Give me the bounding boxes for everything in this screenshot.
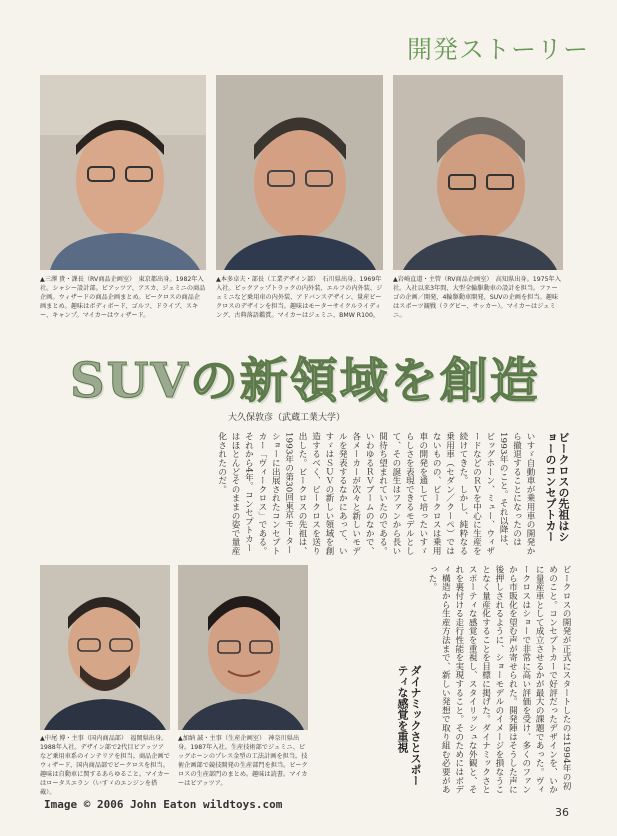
author-byline: 大久保敦彦（武蔵工業大学） bbox=[228, 413, 346, 423]
portrait-photo-5 bbox=[178, 565, 308, 730]
section1-heading: ビークロスの先祖はショーのコンセプトカー bbox=[544, 432, 570, 542]
series-title: 開発ストーリー bbox=[406, 35, 589, 64]
section2-heading: ダイナミックさとスポーティな感覚を重視 bbox=[396, 665, 422, 786]
image-credit: Image © 2006 John Eaton wildtoys.com bbox=[44, 798, 283, 811]
portrait-photo-2 bbox=[216, 75, 383, 270]
portrait-photo-4 bbox=[40, 565, 170, 730]
caption-4: ▲中尾 博・主事（国内商品部） 福岡県出身。1988年入社。デザイン部で2代目ビアッツアなど乗用車系のインテリアを担当。商品企画でウィザード、国内商品部でビークロスを担当。趣味は自動車に関するあらゆること。マイカーはロータスエラン（いすゞのエンジンを搭載）。 bbox=[40, 735, 170, 796]
section2-body: ビークロスの開発が正式にスタートしたのは1994年の初めのこと。コンセプトカーで好評だったデザインを、いかに量産車として成立させるかが最大の課題であった。ヴィークロスはショーで非常に高い評価を受け、多くのファンから市販化を望む声が寄せられた。開発陣はそうした声に後押しされるように、ショーモデルのイメージを損なうことなく量産化することを目標に掲げた。ダイナミックさとスポーティな感覚を重視し、スタイリッシュな外観と、それを裏付ける走行性能を実現すること。そのためにはボディ構造から生産方法まで、新しい発想で取り組む必要があった。 bbox=[426, 565, 571, 794]
page-number: 36 bbox=[555, 806, 569, 819]
caption-3: ▲岩崎直道・主管（RV商品企画室） 高知県出身。1975年入社。入社以来3年間、大型全輪駆動車の設計を担当。ファーゴの企画／開発、4輪駆動車開発、SUVの企画を担当。趣味はスポーツ観戦（ラグビー、サッカー）。マイカーはジェミニ。 bbox=[393, 276, 561, 319]
portrait-photo-1 bbox=[40, 75, 206, 270]
headline: SUVの新領域を創造 bbox=[70, 353, 540, 409]
caption-2: ▲本多卓夫・部長（工業デザイン部） 石川県出身。1969年入社。ピックアップトラックの内外装、エルフの内外装、ジェミニなど乗用車の内外装、アドバンスデザイン、量産ビークロスのデザインを担当。趣味はモーターサイクルライディング、古典落語鑑賞。マイカーはジェミニ、BMW R100。 bbox=[216, 276, 383, 319]
caption-1: ▲三澤 貴・課長（RV商品企画室） 東京都出身。1982年入社。シャシー設計部。ビアッツア、アスカ、ジェミニの商品企画。ウィザードの商品企画まとめ。ビークロスの商品企画まとめ。趣味はボディボード、ゴルフ、ドライブ、スキー、キャンプ。マイカーはウィザード。 bbox=[40, 276, 206, 319]
section1-body: いすゞ自動車が乗用車の開発から撤退することになったのは1993年のこと。それ以降は、ビッグホーン、ミュー、ウィザードなどのＲＶを中心に生産を続けてきた。しかし、純粋なる乗用車（セダン／クーペ）ではないものの、ビークロスは乗用車の開発を通して培ったいすゞらしさを表現できるモデルとして、その誕生はファンから長い間待ち望まれていたのである。いわゆるＲＶブームのなかで、各メーカーが次々と新しいモデルを発表するなかにあって、いすゞはＳＵＶの新しい領域を創造するべく、ビークロスを送り出した。ビークロスの先祖は、1993年の第30回東京モーターショーに出展されたコンセプトカー「ヴィークロス」である。それから4年。コンセプトカーはほとんどそのままの姿で量産化されたのだ。 bbox=[216, 432, 535, 556]
caption-5: ▲加納 誠・主事（生産企画室） 神奈川県出身。1987年入社。生産技術部でジェミニ、ビッグホーンのプレス金型の工法計画を担当。技術企画部で競技開発の生産部門を担当。ビークロスの生産部門のまとめ。趣味は読書。マイカーはビアッツア。 bbox=[178, 735, 308, 787]
portrait-photo-3 bbox=[393, 75, 563, 270]
